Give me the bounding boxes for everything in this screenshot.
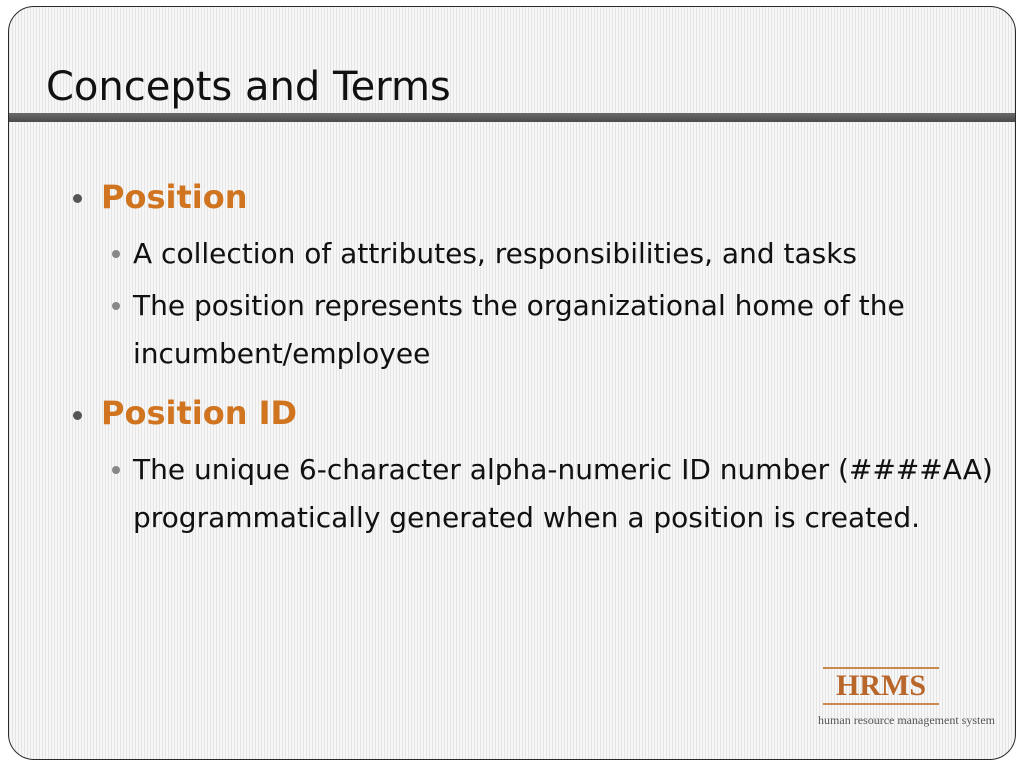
- sub-bullet-icon: [112, 302, 120, 310]
- section-heading-position: Position: [101, 178, 248, 216]
- logo-wordmark: HRMS: [823, 667, 939, 705]
- slide-title: Concepts and Terms: [46, 64, 451, 110]
- sub-bullet-icon: [112, 250, 120, 258]
- section-item: The unique 6-character alpha-numeric ID number (####AA) programmatically generated when a position is created.: [133, 453, 993, 534]
- section-item: A collection of attributes, responsibilities, and tasks: [133, 237, 858, 270]
- slide: [8, 6, 1016, 760]
- hrms-logo: [769, 663, 995, 731]
- bullet-icon: [73, 194, 82, 203]
- sub-bullet-icon: [112, 466, 120, 474]
- section-heading-position-id: Position ID: [101, 394, 298, 432]
- section-item: The position represents the organizational home of the incumbent/employee: [133, 289, 905, 370]
- slide-content: [9, 7, 1015, 759]
- logo-tagline: human resource management system: [818, 713, 995, 727]
- bullet-icon: [73, 411, 82, 420]
